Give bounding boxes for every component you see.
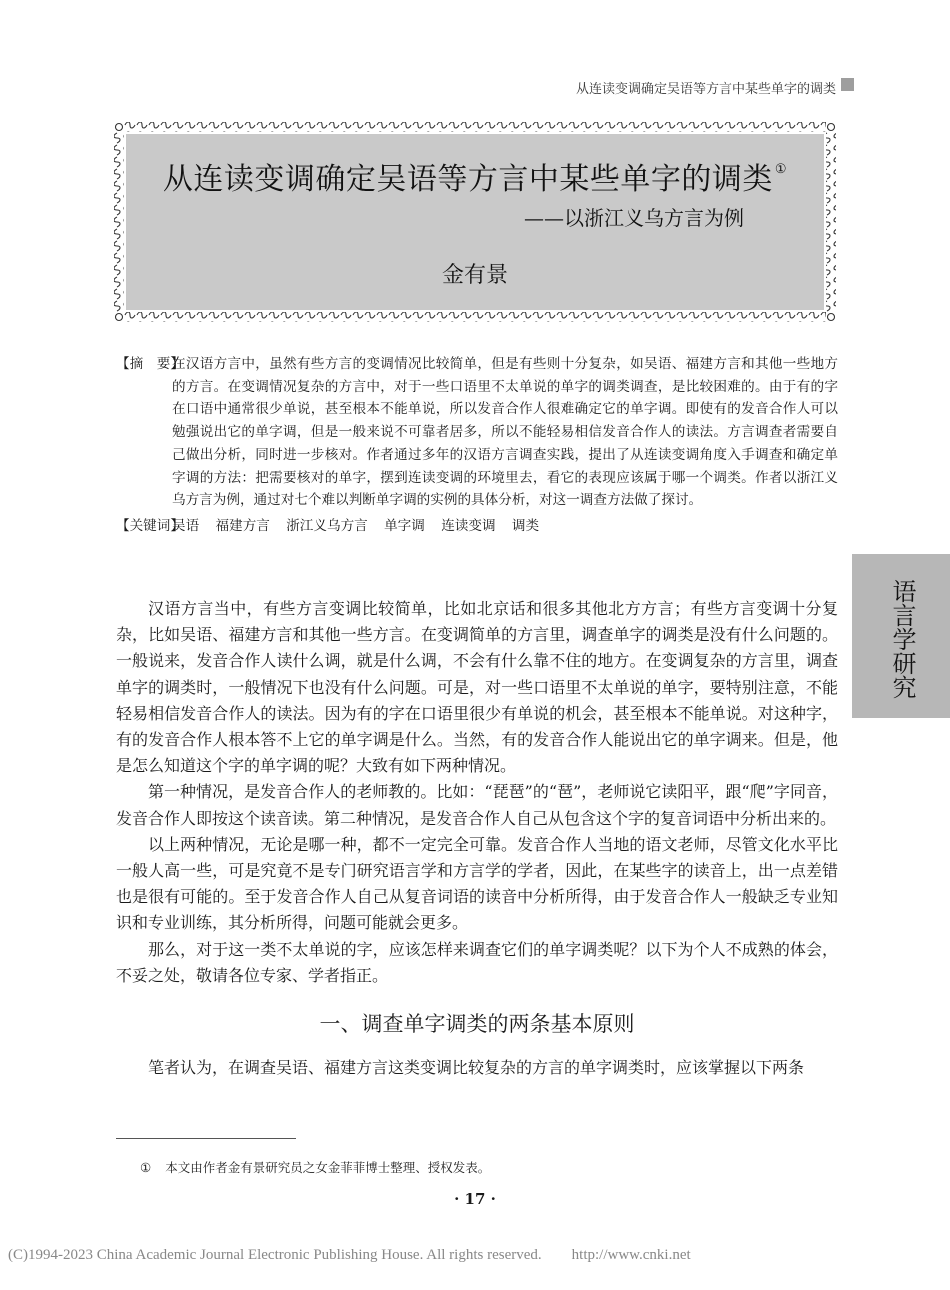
body-paragraph: 以上两种情况，无论是哪一种，都不一定完全可靠。发音合作人当地的语文老师，尽管文化水平比一般人高一些，可是究竟不是专门研究语言学和方言学的学者，因此，在某些字的读音上，出一点差错也是很有可能的。至于发音合作人自己从复音词语的读音中分析所得，由于发音合作人一般缺乏专业知识和专业训练，其分析所得，问题可能就会更多。 (116, 834, 838, 933)
footnote-divider (116, 1138, 296, 1139)
footnote-text: 本文由作者金有景研究员之女金菲菲博士整理、授权发表。 (165, 1160, 491, 1175)
article-subtitle: ——以浙江义乌方言为例 (524, 206, 744, 230)
title-box (112, 120, 838, 324)
body-paragraph: 笔者认为，在调查吴语、福建方言这类变调比较复杂的方言的单字调类时，应该掌握以下两条 (148, 1058, 805, 1078)
keywords-text: 吴语 福建方言 浙江义乌方言 单字调 连读变调 调类 (172, 517, 540, 534)
abstract-text: 在汉语方言中，虽然有些方言的变调情况比较简单，但是有些则十分复杂，如吴语、福建方言和其他一些地方的方言。在变调情况复杂的方言中，对于一些口语里不太单说的单字的调类调查，是比较困难的。由于有的字在口语中通常很少单说，甚至根本不能单说，所以发音合作人很难确定它的单字调。即使有的发音合作人可以勉强说出它的单字调，但是一般来说不可靠者居多，所以不能轻易相信发音合作人的读法。方言调查者需要自己做出分析，同时进一步核对。作者通过多年的汉语方言调查实践，提出了从连读变调角度入手调查和确定单字调的方法：把需要核对的单字，摆到连读变调的环境里去，看它的表现应该属于哪一个调类。作者以浙江义乌方言为例，通过对七个难以判断单字调的实例的具体分析，对这一调查方法做了探讨。 (172, 356, 838, 509)
running-head-marker (841, 78, 854, 91)
body-paragraph: 汉语方言当中，有些方言变调比较简单，比如北京话和很多其他北方方言；有些方言变调十分复杂，比如吴语、福建方言和其他一些方言。在变调简单的方言里，调查单字的调类是没有什么问题的。一般说来，发音合作人读什么调，就是什么调，不会有什么靠不住的地方。在变调复杂的方言里，调查单字的调类时，一般情况下也没有什么问题。可是，对一些口语里不太单说的单字，要特别注意，不能轻易相信发音合作人的读法。因为有的字在口语里很少有单说的机会，甚至根本不能单说。对这种字，有的发音合作人根本答不上它的单字调是什么。当然，有的发音合作人能说出它的单字调来。但是，他是怎么知道这个字的单字调的呢？大致有如下两种情况。 (116, 599, 838, 776)
author-name: 金有景 (441, 263, 508, 288)
footnote (140, 1158, 490, 1176)
footnote-mark: ① (140, 1160, 152, 1175)
section-heading: 一、调查单字调类的两条基本原则 (319, 1012, 635, 1037)
section-side-tab (852, 554, 950, 718)
body-text (116, 596, 838, 1081)
running-head: 从连读变调确定吴语等方言中某些单字的调类 (575, 82, 836, 97)
body-paragraph: 那么，对于这一类不太单说的字，应该怎样来调查它们的单字调类呢？以下为个人不成熟的体会，不妥之处，敬请各位专家、学者指正。 (116, 939, 838, 985)
title-footnote-mark[interactable]: ① (774, 162, 788, 177)
side-tab-label: 语言学研究 (888, 579, 916, 699)
copyright-footer: (C)1994-2023 China Academic Journal Electronic Publishing House. All rights reserved. http://www.cnki.net (8, 1247, 691, 1263)
page-number: · 17 · (454, 1190, 496, 1208)
article-title (126, 154, 824, 198)
title-panel (126, 134, 824, 310)
article-title-text: 从连读变调确定吴语等方言中某些单字的调类 (162, 162, 773, 197)
keywords-label: 【关键词】 (116, 517, 184, 534)
abstract-label: 【摘 要】 (116, 356, 184, 372)
body-paragraph: 第一种情况，是发音合作人的老师教的。比如：“琵琶”的“琶”，老师说它读阳平，跟“爬”字同音，发音合作人即按这个读音读。第二种情况，是发音合作人自己从包含这个字的复音词语中分析出来的。 (116, 782, 838, 828)
abstract-section (116, 353, 838, 538)
